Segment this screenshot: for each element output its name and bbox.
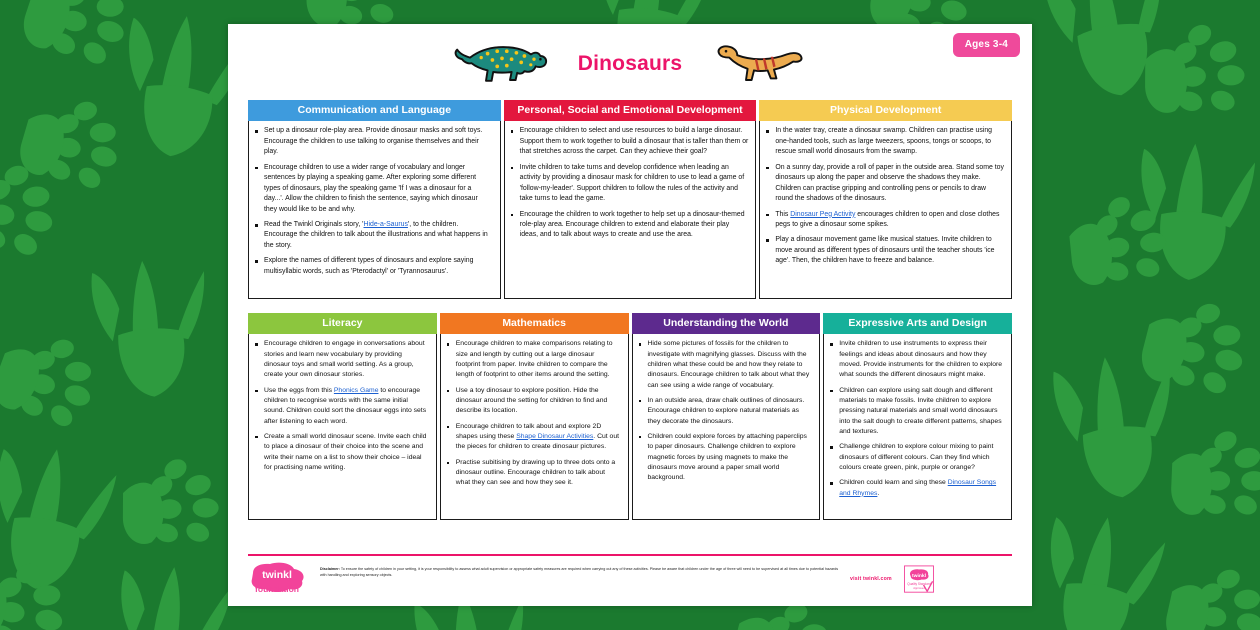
activity-item xyxy=(445,339,621,380)
seal-approved-text: Approved xyxy=(913,587,925,591)
activity-text: This xyxy=(775,210,791,218)
activity-item xyxy=(764,126,1004,157)
subject-activity-list xyxy=(248,121,501,299)
subject-activity-list xyxy=(504,121,757,299)
activity-item xyxy=(828,442,1004,473)
activity-bullet-list xyxy=(253,126,493,277)
subject-activity-list xyxy=(759,121,1012,299)
activity-text: Invite children to use instruments to express their feelings and ideas about dinosaurs and how they moved. Provide instruments for the children to explore what sounds the different dinosaurs might make. xyxy=(839,340,1003,379)
activity-text: Practise subitising by drawing up to three dots onto a dinosaur outline. Encourage children to talk about what they can see and how they see it. xyxy=(455,458,616,487)
activity-text: encourages children to open and close clothes pegs to give a dinosaur some spikes. xyxy=(775,210,1000,228)
activity-item xyxy=(253,220,493,251)
activity-item xyxy=(445,386,621,417)
activity-bullet-list xyxy=(828,339,1004,499)
activity-bullet-list xyxy=(764,126,1004,267)
activity-text: Use the eggs from this xyxy=(264,386,334,394)
activity-text: . xyxy=(877,489,880,497)
activity-text: Hide some pictures of fossils for the children to investigate with magnifying glasses. Discuss with the children what these could be and how they relate to dinosaurs. Encourage children to talk about what they can see using a wide range of vocabulary. xyxy=(647,340,810,389)
subject-heading-mathematics: Mathematics xyxy=(440,313,629,334)
activity-text: Play a dinosaur movement game like musical statues. Invite children to move around as different types of dinosaurs until the teacher shouts 'ice age'. Then, the children have to freeze and balance. xyxy=(775,236,995,265)
activity-text: Encourage children to use a wider range of vocabulary and longer sentences by playing a speaking game. After exploring some different types of dinosaurs, play the speaking game 'If I was a dinosaur for a day...'. Allow the children to finish the sentence, saying which dinosaur they would like to be and why. xyxy=(264,163,478,213)
activity-text: Challenge children to explore colour mixing to paint dinosaurs of different colours. Can they find which colours create green, pink, purple or orange? xyxy=(839,443,994,471)
iguanodon-illustration xyxy=(710,40,806,88)
activity-item xyxy=(253,126,493,157)
subject-column-physical-development xyxy=(759,100,1012,299)
activity-text: Explore the names of different types of dinosaurs and explore saying multisyllabic words, such as 'Pterodactyl' or 'Tyrannosaurus'. xyxy=(264,257,474,275)
activity-item xyxy=(509,126,749,157)
activity-text: In an outside area, draw chalk outlines of dinosaurs. Encourage children to explore natural materials as they decorate the dinosaurs. xyxy=(647,396,805,425)
seal-standard-text: Quality Standard xyxy=(907,581,931,586)
resource-link[interactable]: Phonics Game xyxy=(333,386,379,394)
activity-item xyxy=(253,386,429,427)
top-subject-grid xyxy=(248,100,1012,299)
activity-item xyxy=(828,478,1004,499)
activity-item xyxy=(828,386,1004,438)
activity-item xyxy=(253,163,493,215)
subject-activity-list xyxy=(440,334,629,520)
activity-item xyxy=(764,163,1004,205)
activity-text: Encourage children to select and use resources to build a large dinosaur. Support them to work together to build a dinosaur that is taller than them or that stretches across the carpet. Can they achieve their goal? xyxy=(519,127,749,156)
activity-text: Children can explore using salt dough and different materials to make fossils. Invite children to explore pressing natural materials and small world dinosaurs into the salt dough to create different patterns, shapes and textures. xyxy=(839,386,1002,435)
poster-header xyxy=(228,24,1032,100)
subject-heading-understanding-the-world: Understanding the World xyxy=(632,313,821,334)
disclaimer-body: To ensure the safety of children in your setting, it is your responsibility to assess what adult supervision or appropriate safety measures are required when carrying out any of these activities. Please be aware that children under the age of three will need to be supervised at all times due to potential hazards with handling and exploring sensory objects. xyxy=(320,567,839,577)
activity-bullet-list xyxy=(637,339,813,483)
activity-text: Encourage children to make comparisons relating to size and length by cutting out a large dinosaur footprint from paper. Invite children to compare the length of footprint to other items around the setting. xyxy=(455,340,613,379)
activity-item xyxy=(637,432,813,484)
bottom-subject-grid xyxy=(248,313,1012,520)
activity-item xyxy=(253,432,429,473)
activity-bullet-list xyxy=(253,339,429,473)
activity-item xyxy=(445,422,621,453)
subject-activity-list xyxy=(823,334,1012,520)
seal-brand-text: twinkl xyxy=(911,572,926,579)
status-badge-ages: Ages 3-4 xyxy=(953,33,1020,57)
activity-text: ', to the children. Encourage the children to talk about the illustrations and what happens in the story. xyxy=(264,221,488,249)
twinkl-foundation-logo xyxy=(248,562,310,596)
activity-text: In the water tray, create a dinosaur swamp. Children can practise using one-handed tools, such as large tweezers, spoons, tongs or scoops, to rescue small world dinosaurs from the swamp. xyxy=(775,127,992,156)
subject-heading-physical-development: Physical Development xyxy=(759,100,1012,121)
subject-column-literacy xyxy=(248,313,437,520)
page-title: Dinosaurs xyxy=(577,52,683,75)
subject-column-understanding-the-world xyxy=(632,313,821,520)
activity-item xyxy=(637,339,813,391)
activity-text: Children could explore forces by attaching paperclips to paper dinosaurs. Challenge children to explore magnetic forces by using magnets to make the dinosaurs move around a paper small world background. xyxy=(647,432,807,482)
activity-item xyxy=(764,210,1004,231)
subject-column-communication-and-language xyxy=(248,100,501,299)
activity-item xyxy=(509,210,749,241)
subject-activity-list xyxy=(632,334,821,520)
subject-heading-personal-social-and-emotional-development: Personal, Social and Emotional Development xyxy=(504,100,757,121)
disclaimer-label: Disclaimer: xyxy=(320,567,340,571)
subject-heading-literacy: Literacy xyxy=(248,313,437,334)
activity-text: Children could learn and sing these xyxy=(839,479,948,487)
resource-link[interactable]: Hide-a-Saurus xyxy=(363,221,408,228)
resource-link[interactable]: Shape Dinosaur Activities xyxy=(516,432,594,440)
resource-link[interactable]: Dinosaur Peg Activity xyxy=(790,210,856,218)
activity-text: Encourage the children to work together to help set up a dinosaur-themed role-play area. Encourage children to extend and elaborate their play ideas, and to talk about ways to create and use the area. xyxy=(519,210,745,239)
activity-item xyxy=(509,163,749,205)
activity-text: Read the Twinkl Originals story, ' xyxy=(264,221,364,228)
activity-text: to encourage children to recognise words with the same initial sound. Children could sort the dinosaur eggs into sets after listening to each word. xyxy=(264,386,427,425)
twinkl-logo-text: twinkl xyxy=(262,569,292,581)
activity-text: Use a toy dinosaur to explore position. Hide the dinosaur around the setting for children to find and describe its location. xyxy=(455,386,608,415)
activity-text: Encourage children to engage in conversations about stories and learn new vocabulary by providing dinosaur toys and small world setting. As a group, create your own dinosaur stories. xyxy=(264,340,425,379)
activity-text: Set up a dinosaur role-play area. Provide dinosaur masks and soft toys. Encourage the children to use talking to organise themselves and their play. xyxy=(264,127,483,156)
activity-item xyxy=(253,339,429,380)
subject-activity-list xyxy=(248,334,437,520)
subject-column-expressive-arts-and-design xyxy=(823,313,1012,520)
poster-footer xyxy=(228,554,1032,606)
activity-text: . Cut out the pieces for children to create dinosaur pictures. xyxy=(455,432,619,451)
activity-text: Invite children to take turns and develop confidence when leading an activity by providing a dinosaur mask for children to use to lead a game of 'follow-my-leader'. Support children to follow the rules of the activity and take turns to lead the game. xyxy=(519,163,745,203)
subject-column-mathematics xyxy=(440,313,629,520)
resource-link[interactable]: Dinosaur Songs and Rhymes xyxy=(839,479,997,497)
activity-item xyxy=(445,458,621,489)
ankylosaurus-illustration xyxy=(454,40,550,88)
activity-bullet-list xyxy=(445,339,621,488)
activity-item xyxy=(764,235,1004,266)
activity-item xyxy=(828,339,1004,380)
foundation-logo-text: foundation xyxy=(255,584,299,594)
disclaimer-text xyxy=(320,562,840,579)
activity-text: Create a small world dinosaur scene. Invite each child to place a dinosaur of their choice into the scene and write their name on a list to show their choice – ideal for practising name writing. xyxy=(264,432,427,471)
activity-text: Encourage children to talk about and explore 2D shapes using these xyxy=(455,422,602,440)
activity-bullet-list xyxy=(509,126,749,241)
subject-column-personal-social-and-emotional-development xyxy=(504,100,757,299)
visit-twinkl-link[interactable]: visit twinkl.com xyxy=(850,576,892,582)
subject-heading-expressive-arts-and-design: Expressive Arts and Design xyxy=(823,313,1012,334)
poster-card xyxy=(228,24,1032,606)
twinkl-quality-standard-seal xyxy=(902,562,936,594)
activity-item xyxy=(637,396,813,427)
activity-item xyxy=(253,256,493,277)
subject-heading-communication-and-language: Communication and Language xyxy=(248,100,501,121)
activity-text: On a sunny day, provide a roll of paper in the outside area. Stand some toy dinosaurs up along the paper and observe the shadows they make. Children can practise gripping and controlling pens or pencils to draw round the shadows of the dinosaurs. xyxy=(775,163,1004,203)
